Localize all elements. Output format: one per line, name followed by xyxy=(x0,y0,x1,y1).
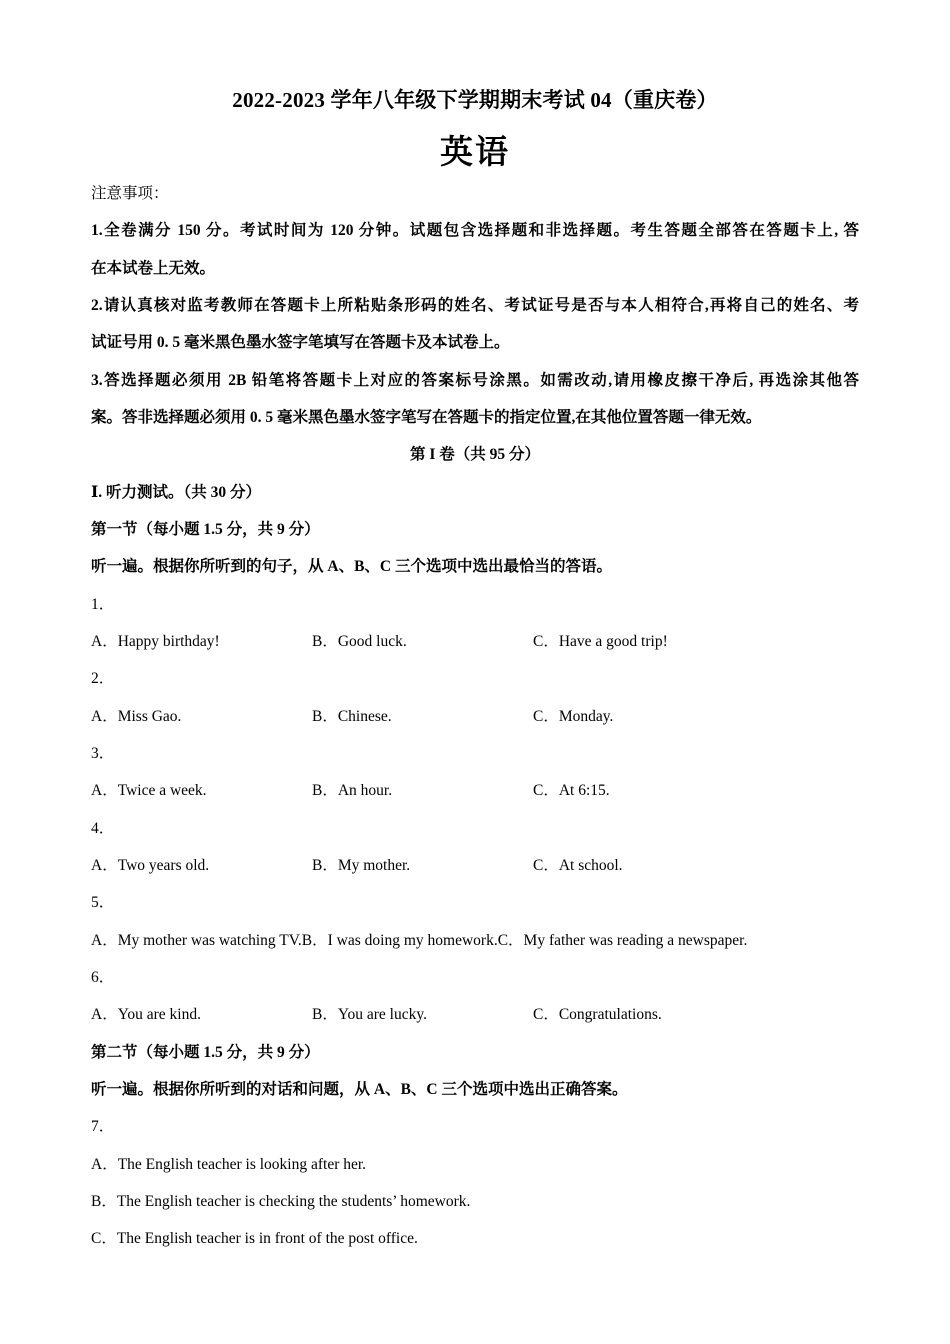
option-c: C．The English teacher is in front of the post office. xyxy=(91,1230,418,1247)
section2-heading: 第二节（每小题 1.5 分，共 9 分） xyxy=(91,1044,320,1061)
option-c: C．Have a good trip! xyxy=(533,633,668,650)
subject-title: 英语 xyxy=(440,135,510,171)
option-c: C．At school. xyxy=(533,857,623,874)
question-number: 6． xyxy=(91,969,115,986)
section1-heading: 第一节（每小题 1.5 分，共 9 分） xyxy=(91,521,320,538)
notice-heading: 注意事项： xyxy=(91,185,169,202)
exam-title: 2022-2023 学年八年级下学期期末考试 04（重庆卷） xyxy=(232,88,718,112)
option-b: B．An hour. xyxy=(312,782,393,799)
notice-item-2-line-1: 2.请认真核对监考教师在答题卡上所粘贴条形码的姓名、考试证号是否与本人相符合,再将自己的姓名、考 xyxy=(91,297,859,314)
option-a: A．Two years old. xyxy=(91,857,210,874)
option-b: B．Good luck. xyxy=(312,633,407,650)
notice-item-1-line-2: 在本试卷上无效。 xyxy=(91,260,216,277)
question-number: 1． xyxy=(91,596,115,613)
option-c: C．At 6:15. xyxy=(533,782,610,799)
question-number: 7． xyxy=(91,1118,115,1135)
notice-item-2-line-2: 试证号用 0. 5 毫米黑色墨水签字笔填写在答题卡及本试卷上。 xyxy=(91,334,510,351)
option-b: B．You are lucky. xyxy=(312,1006,427,1023)
option-a: A．You are kind. xyxy=(91,1006,201,1023)
option-c: C．Monday. xyxy=(533,708,614,725)
option-a: A．The English teacher is looking after her. xyxy=(91,1156,367,1173)
options-line: A．My mother was watching TV.B．I was doing my homework.C．My father was reading a newspaper. xyxy=(91,932,748,949)
section2-instruction: 听一遍。根据你所听到的对话和问题，从 A、B、C 三个选项中选出正确答案。 xyxy=(91,1081,628,1098)
question-number: 2． xyxy=(91,670,115,687)
question-number: 5． xyxy=(91,894,115,911)
option-a: A．Happy birthday! xyxy=(91,633,220,650)
volume-heading: 第 I 卷（共 95 分） xyxy=(409,446,541,463)
option-c: C．Congratulations. xyxy=(533,1006,662,1023)
notice-item-3-line-2: 案。答非选择题必须用 0. 5 毫米黑色墨水签字笔写在答题卡的指定位置,在其他位置答题一律无效。 xyxy=(91,409,762,426)
notice-item-3-line-1: 3.答选择题必须用 2B 铅笔将答题卡上对应的答案标号涂黑。如需改动,请用橡皮擦干净后, 再选涂其他答 xyxy=(91,372,859,389)
option-b: B．My mother. xyxy=(312,857,411,874)
section1-instruction: 听一遍。根据你所听到的句子，从 A、B、C 三个选项中选出最恰当的答语。 xyxy=(91,558,612,575)
question-number: 3． xyxy=(91,745,115,762)
option-b: B．Chinese. xyxy=(312,708,392,725)
part1-heading: Ⅰ. 听力测试。（共 30 分） xyxy=(91,484,262,501)
option-a: A．Twice a week. xyxy=(91,782,207,799)
notice-item-1-line-1: 1.全卷满分 150 分。考试时间为 120 分钟。试题包含选择题和非选择题。考生答题全部答在答题卡上, 答 xyxy=(91,222,859,239)
option-b: B．The English teacher is checking the students’ homework. xyxy=(91,1193,471,1210)
option-a: A．Miss Gao. xyxy=(91,708,182,725)
question-number: 4． xyxy=(91,820,115,837)
